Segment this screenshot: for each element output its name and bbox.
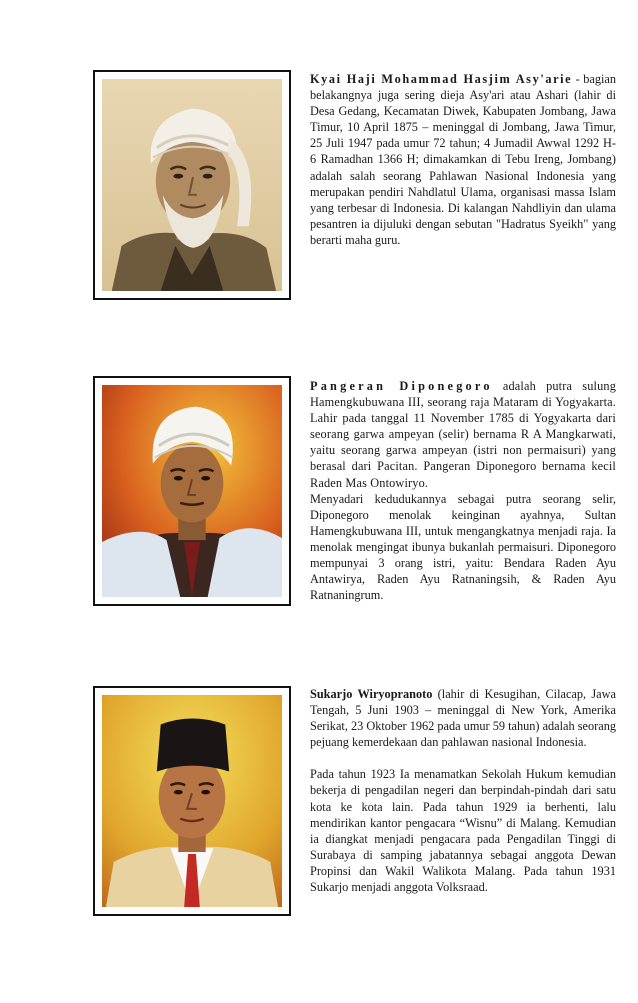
- portrait-elderly-man-icon: [102, 79, 282, 291]
- portrait-prince-icon: [102, 385, 282, 597]
- bio-paragraph: adalah putra sulung Hamengkubuwana III, seorang raja Mataram di Yogyakarta. Lahir pada tanggal 11 November 1785 di Yogyakarta dari seorang garwa ampeyan (selir) bernama R A Mangkarwati, yaitu seorang garwa ampeyan (istri non permaisuri) yang berasal dari Pacitan. Pangeran Diponegoro bernama kecil Raden Mas Ontowiryo.: [310, 379, 616, 490]
- bio-text-3: [310, 686, 616, 895]
- bio-paragraph: - bagian belakangnya juga sering dieja Asy'ari atau Ashari (lahir di Desa Gedang, Kecamatan Diwek, Kabupaten Jombang, Jawa Timur, 10 April 1875 – meninggal di Jombang, Jawa Timur, 25 Juli 1947 pada umur 72 tahun; 4 Jumadil Awwal 1292 H- 6 Ramadhan 1366 H; dimakamkan di Tebu Ireng, Jombang) adalah salah seorang Pahlawan Nasional Indonesia yang merupakan pendiri Nahdlatul Ulama, organisasi massa Islam yang terbesar di Indonesia. Di kalangan Nahdliyin dan ulama pesantren ia dijuluki dengan sebutan "Hadratus Syeikh" yang berarti maha guru.: [310, 72, 616, 247]
- hero-name-2: Pangeran Diponegoro: [310, 379, 493, 393]
- portrait-frame-3: [93, 686, 291, 916]
- bio-text-2: [310, 378, 616, 603]
- bio-text-1: [310, 71, 616, 248]
- hero-name-3: Sukarjo Wiryopranoto: [310, 687, 433, 701]
- hero-name-1: Kyai Haji Mohammad Hasjim Asy'arie: [310, 72, 573, 86]
- bio-paragraph: Menyadari kedudukannya sebagai putra seorang selir, Diponegoro menolak keinginan ayahnya, Sultan Hamengkubuwana III, untuk mengangkatnya menjadi raja. Ia menolak mengingat ibunya bukanlah permaisuri. Diponegoro mempunyai 3 orang istri, yaitu: Bendara Raden Ayu Antawirya, Raden Ayu Ratnaningsih, & Raden Ayu Ratnaningrum.: [310, 491, 616, 603]
- portrait-man-peci-icon: [102, 695, 282, 907]
- bio-paragraph: (lahir di Kesugihan, Cilacap, Jawa Tengah, 5 Juni 1903 – meninggal di New York, Amerika Serikat, 23 Oktober 1962 pada umur 59 tahun) adalah seorang pejuang kemerdekaan dan pahlawan nasional Indonesia.: [310, 687, 616, 750]
- paragraph-gap: [310, 750, 616, 766]
- portrait-frame-2: [93, 376, 291, 606]
- bio-paragraph: Pada tahun 1923 Ia menamatkan Sekolah Hukum kemudian bekerja di pengadilan negeri dan berpindah-pindah dari satu kota ke kota lain. Pada tahun 1929 ia berhenti, lalu mendirikan kantor pengacara “Wisnu” di Malang. Kemudian ia diangkat menjadi pengacara pada Pengadilan Tinggi di Surabaya di samping jabatannya sebagai anggota Dewan Propinsi dan Wakil Walikota Malang. Pada tahun 1931 Sukarjo menjadi anggota Volksraad.: [310, 767, 616, 895]
- portrait-frame-1: [93, 70, 291, 300]
